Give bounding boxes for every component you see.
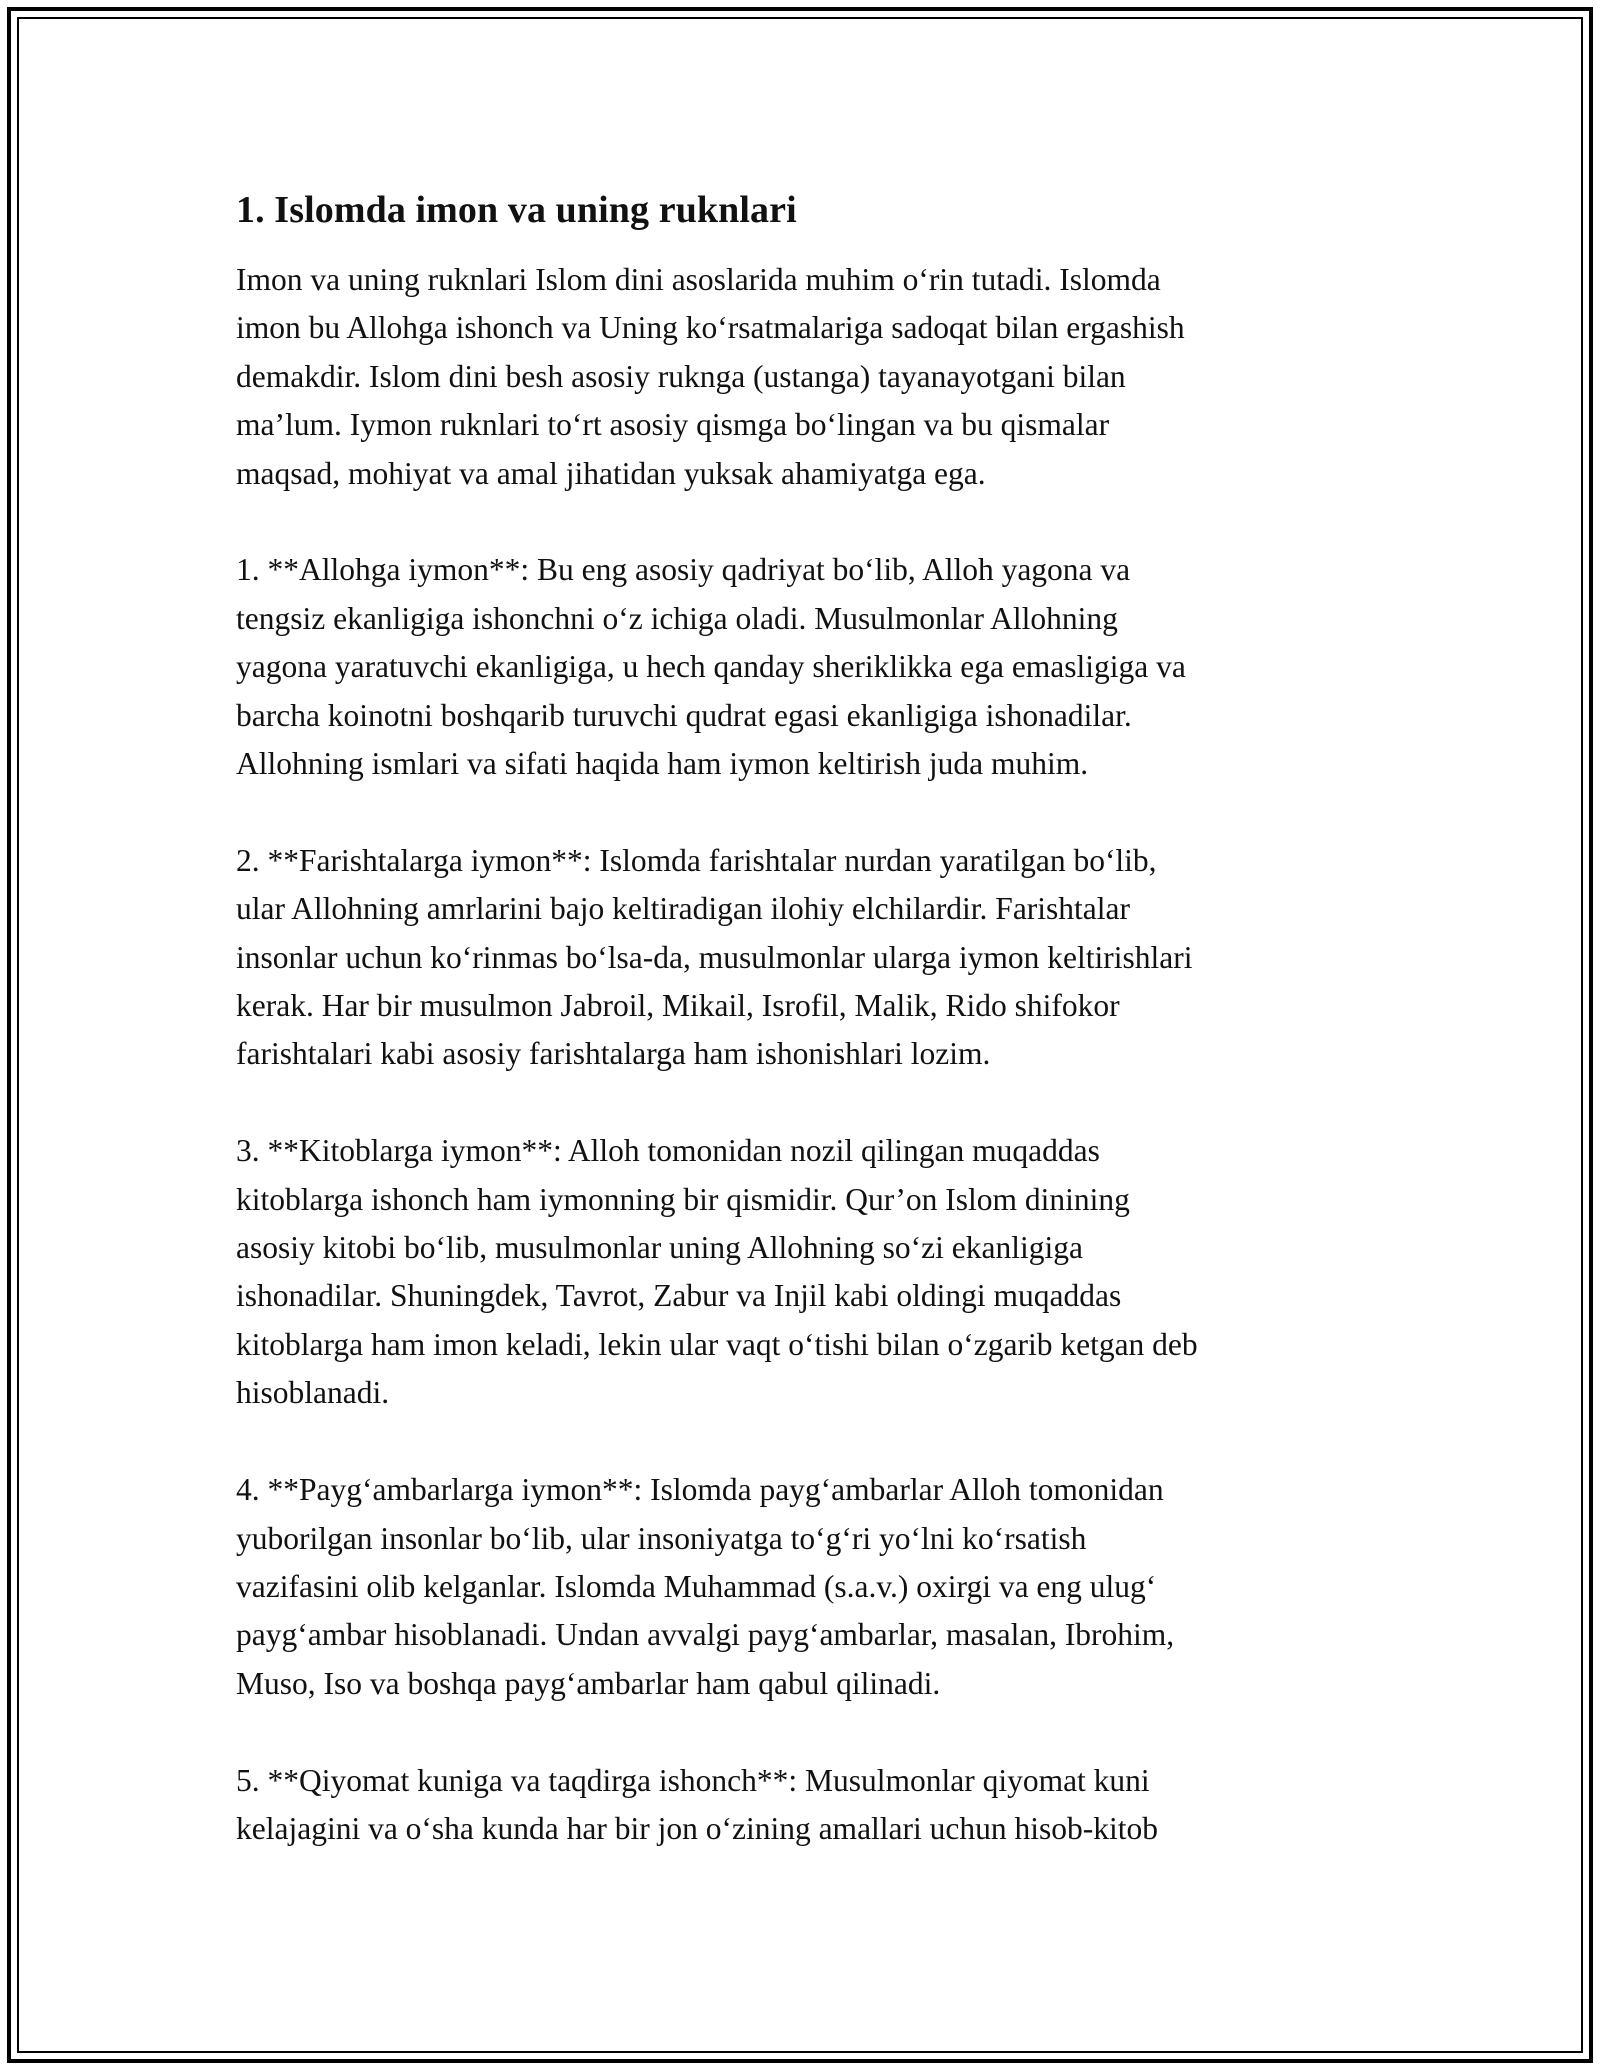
document-title: 1. Islomda imon va uning ruknlari xyxy=(236,189,797,231)
paragraph-allohga-iymon: 1. **Allohga iymon**: Bu eng asosiy qadriyat bo‘lib, Alloh yagona va tengsiz ekanligiga ishonchni o‘z ichiga oladi. Musulmonlar Allohning yagona yaratuvchi ekanligiga, u hech qanday sheriklikka ega emasligiga va barcha koinotni boshqarib turuvchi qudrat egasi ekanligiga ishonadilar. Allohning ismlari va sifati haqida ham iymon keltirish juda muhim. xyxy=(236,552,1186,782)
intro-paragraph: Imon va uning ruknlari Islom dini asoslarida muhim o‘rin tutadi. Islomda imon bu Allohga ishonch va Uning ko‘rsatmalariga sadoqat bilan ergashish demakdir. Islom dini besh asosiy ruknga (ustanga) tayanayotgani bilan ma’lum. Iymon ruknlari to‘rt asosiy qismga bo‘lingan va bu qismalar maqsad, mohiyat va amal jihatidan yuksak ahamiyatga ega. xyxy=(236,262,1185,491)
paragraph-kitoblarga-iymon: 3. **Kitoblarga iymon**: Alloh tomonidan nozil qilingan muqaddas kitoblarga ishonch ham iymonning bir qismidir. Qur’on Islom dinining asosiy kitobi bo‘lib, musulmonlar uning Allohning so‘zi ekanligiga ishonadilar. Shuningdek, Tavrot, Zabur va Injil kabi oldingi muqaddas kitoblarga ham imon keladi, lekin ular vaqt o‘tishi bilan o‘zgarib ketgan deb hisoblanadi. xyxy=(236,1133,1198,1411)
paragraph-farishtalarga-iymon: 2. **Farishtalarga iymon**: Islomda farishtalar nurdan yaratilgan bo‘lib, ular Allohning amrlarini bajo keltiradigan ilohiy elchilardir. Farishtalar insonlar uchun ko‘rinmas bo‘lsa-da, musulmonlar ularga iymon keltirishlari kerak. Har bir musulmon Jabroil, Mikail, Isrofil, Malik, Rido shifokor farishtalari kabi asosiy farishtalarga ham ishonishlari lozim. xyxy=(236,842,1193,1072)
paragraph-qiyomat-kuni: 5. **Qiyomat kuniga va taqdirga ishonch**: Musulmonlar qiyomat kuni kelajagini va o‘sha kunda har bir jon o‘zining amallari uchun hisob-kitob xyxy=(236,1762,1159,1846)
paragraph-paygambarlarga-iymon: 4. **Payg‘ambarlarga iymon**: Islomda payg‘ambarlar Alloh tomonidan yuborilgan insonlar bo‘lib, ular insoniyatga to‘g‘ri yo‘lni ko‘rsatish vazifasini olib kelganlar. Islomda Muhammad (s.a.v.) oxirgi va eng ulug‘ payg‘ambar hisoblanadi. Undan avvalgi payg‘ambarlar, masalan, Ibrohim, Muso, Iso va boshqa payg‘ambarlar ham qabul qilinadi. xyxy=(236,1472,1175,1701)
document-page xyxy=(236,186,1364,1902)
